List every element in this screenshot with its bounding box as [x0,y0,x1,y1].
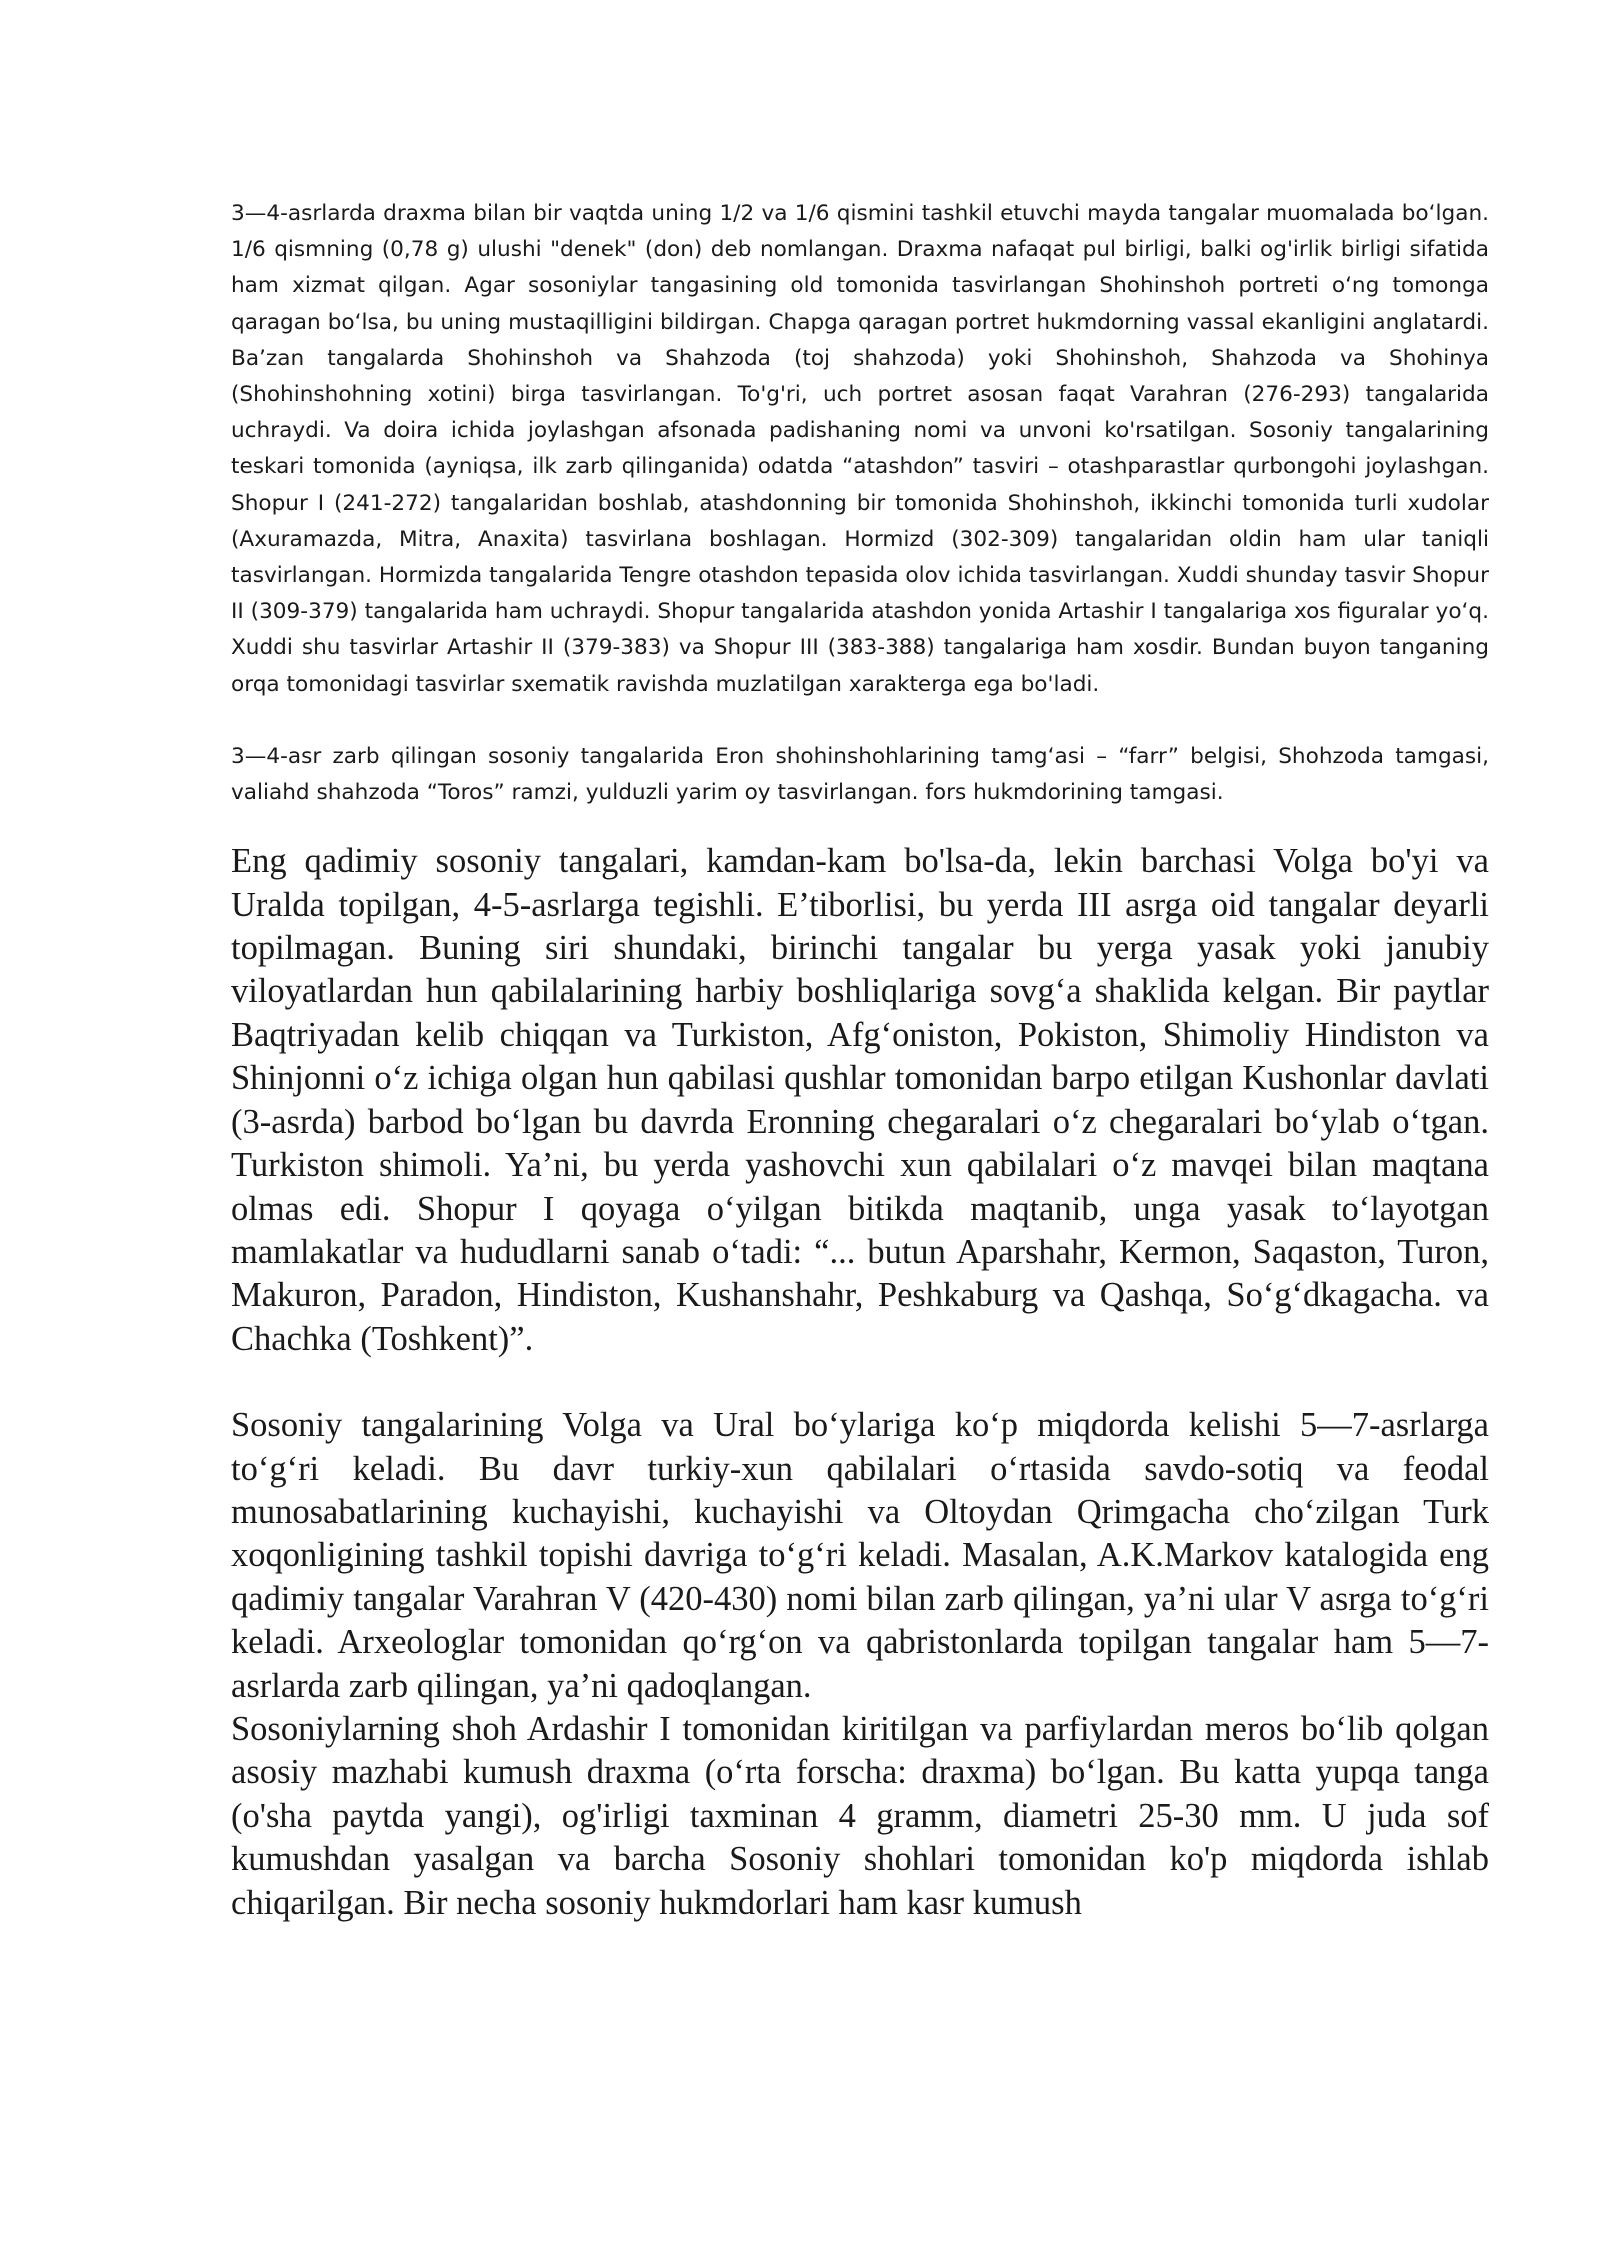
paragraph-tamga-symbols: 3—4-asr zarb qilingan sosoniy tangalarida Eron shohinshohlarining tamgʻasi – “farr” belgisi, Shohzoda tamgasi, valiahd shahzoda “Toros” ramzi, yulduzli yarim oy tasvirlangan. fors hukmdorining tamgasi. [231,743,1489,806]
document-page [231,196,1489,1925]
paragraph-volga-ural-arrival: Sosoniy tangalarining Volga va Ural boʻylariga koʻp miqdorda kelishi 5—7-asrlarga toʻgʻri keladi. Bu davr turkiy-xun qabilalari oʻrtasida savdo-sotiq va feodal munosabatlarining kuchayishi, kuchayishi va Oltoydan Qrimgacha choʻzilgan Turk xoqonligining tashkil topishi davriga toʻgʻri keladi. Masalan, A.K.Markov katalogida eng qadimiy tangalar Varahran V (420-430) nomi bilan zarb qilingan, ya’ni ular V asrga toʻgʻri keladi. Arxeologlar tomonidan qoʻrgʻon va qabristonlarda topilgan tangalar ham 5—7-asrlarda zarb qilingan, ya’ni qadoqlangan. [231,1406,1489,1705]
paragraph-oldest-coins: Eng qadimiy sosoniy tangalari, kamdan-kam bo'lsa-da, lekin barchasi Volga bo'yi va Uralda topilgan, 4-5-asrlarga tegishli. E’tiborlisi, bu yerda III asrga oid tangalar deyarli topilmagan. Buning siri shundaki, birinchi tangalar bu yerga yasak yoki janubiy viloyatlardan hun qabilalarining harbiy boshliqlariga sovgʻa shaklida kelgan. Bir paytlar Baqtriyadan kelib chiqqan va Turkiston, Afgʻoniston, Pokiston, Shimoliy Hindiston va Shinjonni oʻz ichiga olgan hun qabilasi qushlar tomonidan barpo etilgan Kushonlar davlati (3-asrda) barbod boʻlgan bu davrda Eronning chegaralari oʻz chegaralari boʻylab oʻtgan. Turkiston shimoli. Ya’ni, bu yerda yashovchi xun qabilalari oʻz mavqei bilan maqtana olmas edi. Shopur I qoyaga oʻyilgan bitikda maqtanib, unga yasak toʻlayotgan mamlakatlar va hududlarni sanab oʻtadi: “... butun Aparshahr, Kermon, Saqaston, Turon, Makuron, Paradon, Hindiston, Kushanshahr, Peshkaburg va Qashqa, Soʻgʻdkagacha. va Chachka (Toshkent)”. [231,842,1489,1358]
paragraph-drachma-fractions: 3—4-asrlarda draxma bilan bir vaqtda uning 1/2 va 1/6 qismini tashkil etuvchi mayda tangalar muomalada boʻlgan. 1/6 qismning (0,78 g) ulushi "denek" (don) deb nomlangan. Draxma nafaqat pul birligi, balki og'irlik birligi sifatida ham xizmat qilgan. Agar sosoniylar tangasining old tomonida tasvirlangan Shohinshoh portreti oʻng tomonga qaragan boʻlsa, bu uning mustaqilligini bildirgan. Chapga qaragan portret hukmdorning vassal ekanligini anglatardi. Ba’zan tangalarda Shohinshoh va Shahzoda (toj shahzoda) yoki Shohinshoh, Shahzoda va Shohinya (Shohinshohning xotini) birga tasvirlangan. To'g'ri, uch portret asosan faqat Varahran (276-293) tangalarida uchraydi. Va doira ichida joylashgan afsonada padishaning nomi va unvoni ko'rsatilgan. Sosoniy tangalarining teskari tomonida (ayniqsa, ilk zarb qilinganida) odatda “atashdon” tasviri – otashparastlar qurbongohi joylashgan. Shopur I (241-272) tangalaridan boshlab, atashdonning bir tomonida Shohinshoh, ikkinchi tomonida turli xudolar (Axuramazda, Mitra, Anaxita) tasvirlana boshlagan. Hormizd (302-309) tangalaridan oldin ham ular taniqli tasvirlangan. Hormizda tangalarida Tengre otashdon tepasida olov ichida tasvirlangan. Xuddi shunday tasvir Shopur II (309-379) tangalarida ham uchraydi. Shopur tangalarida atashdon yonida Artashir I tangalariga xos figuralar yoʻq. Xuddi shu tasvirlar Artashir II (379-383) va Shopur III (383-388) tangalariga ham xosdir. Bundan buyon tanganing orqa tomonidagi tasvirlar sxematik ravishda muzlatilgan xarakterga ega bo'ladi. [231,201,1489,697]
paragraph-silver-drachma: Sosoniylarning shoh Ardashir I tomonidan kiritilgan va parfiylardan meros boʻlib qolgan asosiy mazhabi kumush draxma (oʻrta forscha: draxma) boʻlgan. Bu katta yupqa tanga (o'sha paytda yangi), og'irligi taxminan 4 gramm, diametri 25-30 mm. U juda sof kumushdan yasalgan va barcha Sosoniy shohlari tomonidan ko'p miqdorda ishlab chiqarilgan. Bir necha sosoniy hukmdorlari ham kasr kumush [231,1709,1489,1922]
